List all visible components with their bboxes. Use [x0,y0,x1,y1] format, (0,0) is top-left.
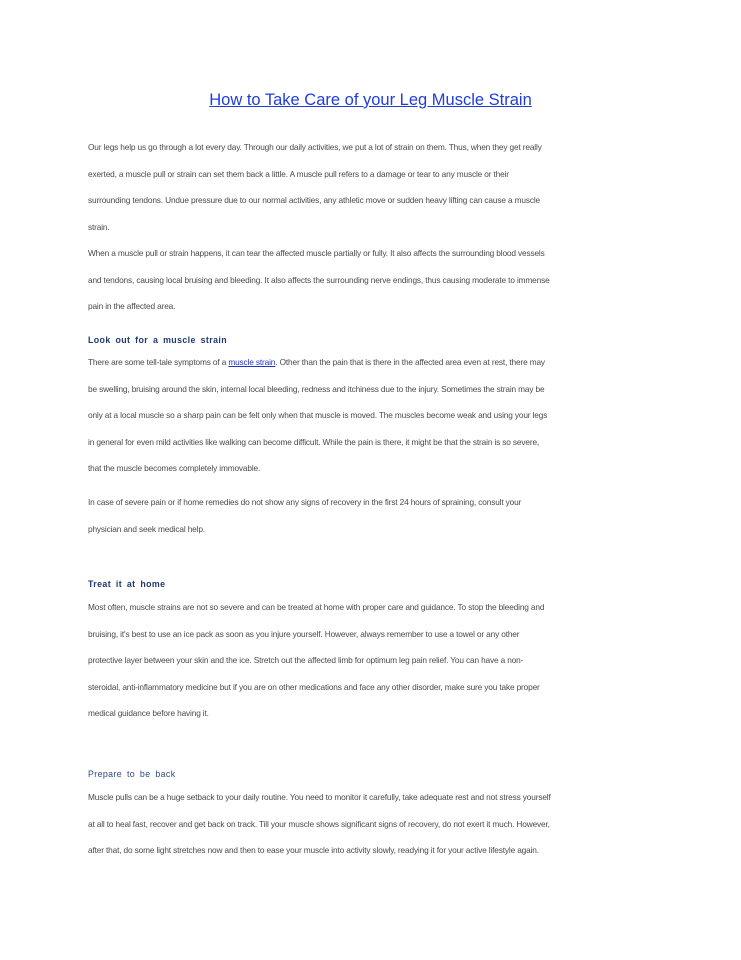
text-line: medical guidance before having it. [88,708,209,719]
text-line: steroidal, anti-inflammatory medicine but if you are on other medications and face any other disorder, make sure you take proper [88,681,540,692]
title-container [0,91,741,110]
text-line: protective layer between your skin and the ice. Stretch out the affected limb for optimum leg pain relief. You can have a non- [88,655,524,666]
section-heading-treat: Treat it at home [88,579,166,589]
text-line: only at a local muscle so a sharp pain can be felt only when that muscle is moved. The muscles become weak and using your legs [88,410,548,421]
text-line: that the muscle becomes completely immovable. [88,463,261,474]
text-line: strain. [88,221,110,232]
text-line: exerted, a muscle pull or strain can set them back a little. A muscle pull refers to a damage or tear to any muscle or their [88,168,509,179]
text-line: bruising, it's best to use an ice pack as soon as you injure yourself. However, always remember to use a towel or any other [88,628,520,639]
text-line: and tendons, causing local bruising and bleeding. It also affects the surrounding nerve endings, thus causing moderate to immense [88,274,550,285]
text-line: surrounding tendons. Undue pressure due to our normal activities, any athletic move or sudden heavy lifting can cause a muscle [88,195,540,206]
text-line [88,349,668,376]
text-line: Muscle pulls can be a huge setback to your daily routine. You need to monitor it carefully, take adequate rest and not stress yourself [88,792,551,802]
section1-paragraph-2 [88,489,668,542]
text-line: When a muscle pull or strain happens, it can tear the affected muscle partially or fully. It also affects the surrounding blood vessels [88,248,545,258]
text-segment: . Other than the pain that is there in the affected area even at rest, there may [275,357,545,367]
section3-paragraph [88,784,668,864]
section-heading-look-out: Look out for a muscle strain [88,335,227,345]
text-line: physician and seek medical help. [88,523,205,534]
text-line: be swelling, bruising around the skin, internal local bleeding, redness and itchiness due to the injury. Sometimes the strain may be [88,383,545,394]
text-line: Most often, muscle strains are not so severe and can be treated at home with proper care and guidance. To stop the bleeding and [88,602,545,612]
section1-paragraph [88,349,668,482]
text-line: In case of severe pain or if home remedies do not show any signs of recovery in the first 24 hours of spraining, consult your [88,497,522,507]
text-segment: There are some tell-tale symptoms of a [88,357,229,367]
muscle-strain-link[interactable]: muscle strain [228,357,276,367]
intro-paragraph [88,134,668,240]
page-title-link[interactable]: How to Take Care of your Leg Muscle Strain [209,91,532,109]
section2-paragraph [88,594,668,727]
section-heading-prepare: Prepare to be back [88,769,176,779]
intro-paragraph-2 [88,240,668,320]
text-line: after that, do some light stretches now and then to ease your muscle into activity slowly, readying it for your active lifestyle again. [88,845,539,856]
text-line: at all to heal fast, recover and get back on track. Till your muscle shows significant signs of recovery, do not exert it much. However, [88,818,550,829]
text-line: Our legs help us go through a lot every day. Through our daily activities, we put a lot of strain on them. Thus, when they get really [88,142,542,152]
text-line: in general for even mild activities like walking can become difficult. While the pain is there, it might be that the strain is so severe, [88,436,540,447]
text-line: pain in the affected area. [88,301,176,312]
